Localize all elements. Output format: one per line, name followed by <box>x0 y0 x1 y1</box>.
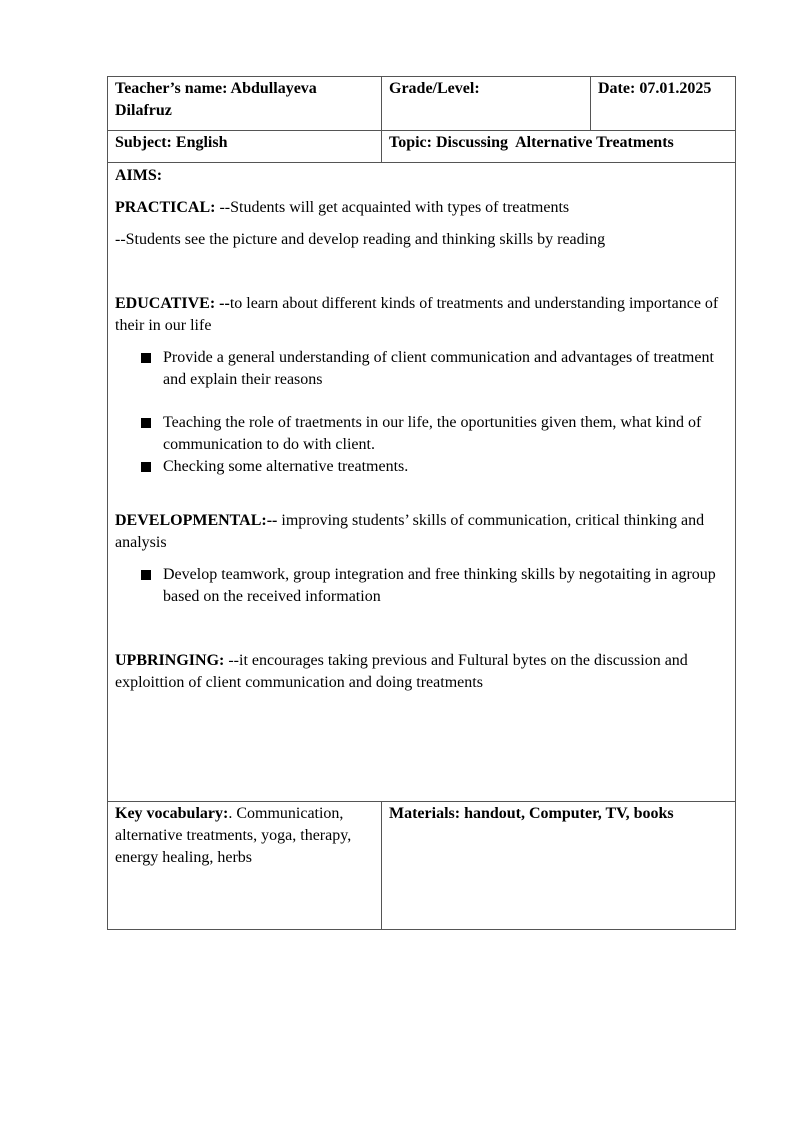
square-bullet-icon <box>141 570 151 580</box>
materials-label: Materials: <box>389 805 461 822</box>
vocabulary-text: . Communication, alternative treatments, yoga, therapy, energy healing, herbs <box>115 805 352 866</box>
topic-label: Topic: <box>389 134 432 151</box>
materials-cell <box>382 802 736 930</box>
practical-line-1: PRACTICAL: --Students will get acquainted with types of treatments <box>115 199 570 216</box>
developmental-bullet-list <box>115 564 728 608</box>
upbringing-paragraph: UPBRINGING: --it encourages taking previous and Fultural bytes on the discussion and exploittion of client communication and doing treatments <box>115 652 688 691</box>
topic-cell <box>382 131 736 163</box>
vocabulary-label: Key vocabulary: <box>115 805 229 822</box>
materials-text: handout, Computer, TV, books <box>460 805 674 822</box>
upbringing-label: UPBRINGING: <box>115 652 225 669</box>
key-vocabulary-cell <box>108 802 382 930</box>
list-item: Teaching the role of traetments in our life, the oportunities given them, what kind of communication to do with client. <box>115 412 728 456</box>
lesson-plan-table <box>107 76 736 930</box>
educative-paragraph: EDUCATIVE: --to learn about different kinds of treatments and understanding importance of their in our life <box>115 295 719 334</box>
header-row <box>108 77 736 131</box>
topic-value: Discussing Alternative Treatments <box>435 134 674 151</box>
practical-line-2: --Students see the picture and develop reading and thinking skills by reading <box>115 231 606 248</box>
aims-heading: AIMS: <box>115 167 163 184</box>
teacher-name: Abdullayeva Dilafruz <box>115 80 317 119</box>
square-bullet-icon <box>141 462 151 472</box>
aims-cell <box>108 163 736 802</box>
educative-bullet-list <box>115 347 728 478</box>
subject-row <box>108 131 736 163</box>
list-item: Develop teamwork, group integration and free thinking skills by negotaiting in agroup based on the received information <box>115 564 728 608</box>
practical-label: PRACTICAL: <box>115 199 216 216</box>
list-item: Checking some alternative treatments. <box>115 456 728 478</box>
subject-label: Subject: <box>115 134 172 151</box>
vocabulary-row <box>108 802 736 930</box>
teacher-label: Teacher’s name: <box>115 80 228 97</box>
square-bullet-icon <box>141 353 151 363</box>
list-item: Provide a general understanding of client communication and advantages of treatment and explain their reasons <box>115 347 728 391</box>
date-value: 07.01.2025 <box>639 80 712 97</box>
grade-level-cell <box>382 77 591 131</box>
date-label: Date: <box>598 80 636 97</box>
aims-row <box>108 163 736 802</box>
subject-cell <box>108 131 382 163</box>
teacher-name-cell <box>108 77 382 131</box>
developmental-paragraph: DEVELOPMENTAL:-- improving students’ skills of communication, critical thinking and analysis <box>115 512 705 551</box>
educative-label: EDUCATIVE: -- <box>115 295 230 312</box>
subject-value: English <box>175 134 228 151</box>
square-bullet-icon <box>141 418 151 428</box>
grade-label: Grade/Level: <box>389 80 480 97</box>
date-cell <box>591 77 736 131</box>
developmental-label: DEVELOPMENTAL:-- <box>115 512 278 529</box>
